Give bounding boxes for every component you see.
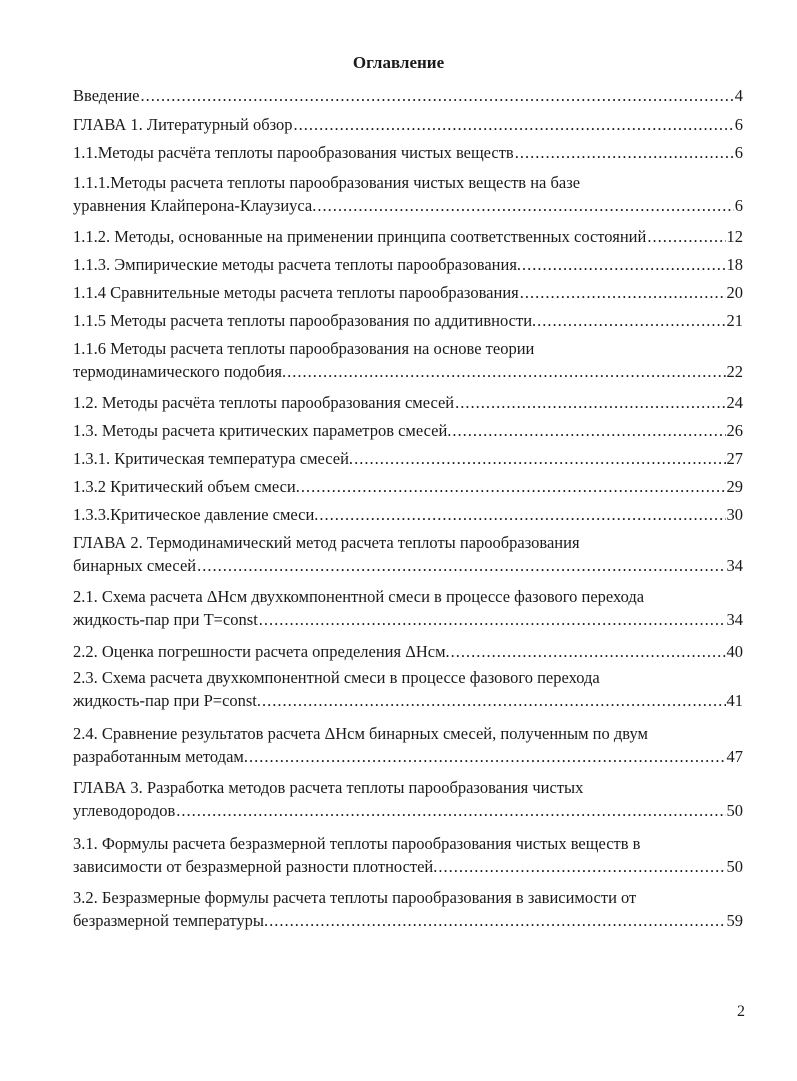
dot-leader (317, 194, 733, 217)
toc-entry-title-line: ГЛАВА 2. Термодинамический метод расчета теплоты парообразования (73, 533, 580, 552)
toc-entry[interactable] (73, 503, 743, 526)
toc-entry-title: жидкость-пар при P=const. (73, 691, 262, 710)
toc-entry[interactable] (73, 141, 743, 164)
toc-entry-title-line: 1.1.6 Методы расчета теплоты парообразования на основе теории (73, 339, 535, 358)
toc-page-number: 50 (726, 801, 743, 820)
toc-entry-title: бинарных смесей (73, 556, 197, 575)
toc-entry-title: углеводородов (73, 801, 176, 820)
dot-leader (455, 391, 725, 414)
toc-page-number: 30 (726, 505, 743, 524)
toc-entry[interactable] (73, 171, 743, 217)
dot-leader (452, 419, 725, 442)
toc-entry-title-line: 2.1. Схема расчета ΔHсм двухкомпонентной смеси в процессе фазового перехода (73, 587, 645, 606)
dot-leader (249, 745, 726, 768)
dot-leader (647, 225, 725, 248)
toc-entry-title: 1.2. Методы расчёта теплоты парообразования смесей (73, 393, 455, 412)
toc-page-number: 24 (726, 393, 743, 412)
dot-leader (269, 909, 725, 932)
toc-entry-title-line: 2.3. Схема расчета двухкомпонентной смеси в процессе фазового перехода (73, 668, 600, 687)
dot-leader (287, 360, 725, 383)
dot-leader (319, 503, 725, 526)
toc-page-number: 21 (726, 311, 743, 330)
dot-leader (197, 554, 725, 577)
toc-page-number: 12 (726, 227, 743, 246)
toc-entry[interactable] (73, 585, 743, 631)
toc-page-number: 29 (726, 477, 743, 496)
toc-entry[interactable] (73, 419, 743, 442)
toc-entry-title: зависимости от безразмерной разности плотностей. (73, 857, 438, 876)
toc-entry[interactable] (73, 886, 743, 932)
toc-entry-title: 1.1.4 Сравнительные методы расчета теплоты парообразования (73, 283, 519, 302)
page-title: Оглавление (352, 53, 445, 72)
toc-entry-title: 1.1.Методы расчёта теплоты парообразования чистых веществ (73, 143, 514, 162)
dot-leader (262, 689, 725, 712)
toc-entry-title: 1.1.2. Методы, основанные на применении принципа соответственных состояний (73, 227, 647, 246)
toc-entry-title: ГЛАВА 1. Литературный обзор (73, 115, 293, 134)
toc-entry-title-line: 3.2. Безразмерные формулы расчета теплоты парообразования в зависимости от (73, 888, 637, 907)
toc-entry[interactable] (73, 225, 743, 248)
toc-page-number: 34 (726, 556, 743, 575)
toc-page-number: 26 (726, 421, 743, 440)
toc-page-number: 6 (734, 196, 743, 215)
toc-entry-title: 1.3.3.Критическое давление смеси. (73, 505, 319, 524)
dot-leader (354, 447, 725, 470)
toc-entry-title: 2.2. Оценка погрешности расчета определения ΔHсм. (73, 642, 450, 661)
toc-entry[interactable] (73, 391, 743, 414)
toc-entry-title-line: 1.1.1.Методы расчета теплоты парообразования чистых веществ на базе (73, 173, 581, 192)
toc-entry-title: разработанным методам. (73, 747, 248, 766)
toc-page-number: 18 (726, 255, 743, 274)
toc-page-number: 59 (726, 911, 743, 930)
dot-leader (520, 281, 726, 304)
toc-entry-title: 1.3.2 Критический объем смеси. (73, 477, 300, 496)
toc-page-number: 6 (734, 115, 743, 134)
page-number: 2 (737, 1003, 745, 1020)
toc-page-number: 47 (726, 747, 743, 766)
toc-page-number: 34 (726, 610, 743, 629)
toc-entry-title: 1.3.1. Критическая температура смесей. (73, 449, 354, 468)
toc-entry[interactable] (73, 640, 743, 663)
toc-entry[interactable] (73, 832, 743, 878)
toc-entry[interactable] (73, 531, 743, 577)
dot-leader (301, 475, 726, 498)
toc-page-number: 22 (726, 362, 743, 381)
toc-entry-title: уравнения Клайперона-Клаузиуса. (73, 196, 317, 215)
dot-leader (451, 640, 726, 663)
dot-leader (515, 141, 734, 164)
toc-page-number: 4 (734, 86, 743, 105)
toc-page-number: 40 (726, 642, 743, 661)
toc-entry[interactable] (73, 776, 743, 822)
dot-leader (141, 84, 734, 107)
toc-page-number: 20 (726, 283, 743, 302)
toc-entry[interactable] (73, 281, 743, 304)
toc-entry-title: 1.1.5 Методы расчета теплоты парообразования по аддитивности. (73, 311, 537, 330)
toc-page-number: 27 (726, 449, 743, 468)
toc-entry[interactable] (73, 337, 743, 383)
toc-entry-title: жидкость-пар при T=const (73, 610, 258, 629)
toc-entry-title-line: 3.1. Формулы расчета безразмерной теплоты парообразования чистых веществ в (73, 834, 641, 853)
toc-entry-title: 1.3. Методы расчета критических параметров смесей. (73, 421, 452, 440)
toc-page-number: 50 (726, 857, 743, 876)
toc-entry[interactable] (73, 447, 743, 470)
dot-leader (259, 608, 726, 631)
dot-leader (176, 799, 725, 822)
toc-entry[interactable] (73, 666, 743, 712)
toc-entry[interactable] (73, 113, 743, 136)
dot-leader (537, 309, 725, 332)
toc-page-number: 41 (726, 691, 743, 710)
dot-leader (438, 855, 725, 878)
dot-leader (294, 113, 734, 136)
toc-entry[interactable] (73, 475, 743, 498)
toc-entry[interactable] (73, 253, 743, 276)
toc-entry-title: безразмерной температуры. (73, 911, 269, 930)
toc-entry-title-line: ГЛАВА 3. Разработка методов расчета теплоты парообразования чистых (73, 778, 584, 797)
toc-entry[interactable] (73, 84, 743, 107)
toc-entry[interactable] (73, 722, 743, 768)
dot-leader (522, 253, 725, 276)
toc-entry-title: термодинамического подобия. (73, 362, 287, 381)
toc-entry[interactable] (73, 309, 743, 332)
toc-entry-title-line: 2.4. Сравнение результатов расчета ΔHсм бинарных смесей, полученным по двум (73, 724, 648, 743)
toc-entry-title: 1.1.3. Эмпирические методы расчета теплоты парообразования. (73, 255, 522, 274)
toc-entry-title: Введение (73, 86, 140, 105)
toc-page-number: 6 (734, 143, 743, 162)
